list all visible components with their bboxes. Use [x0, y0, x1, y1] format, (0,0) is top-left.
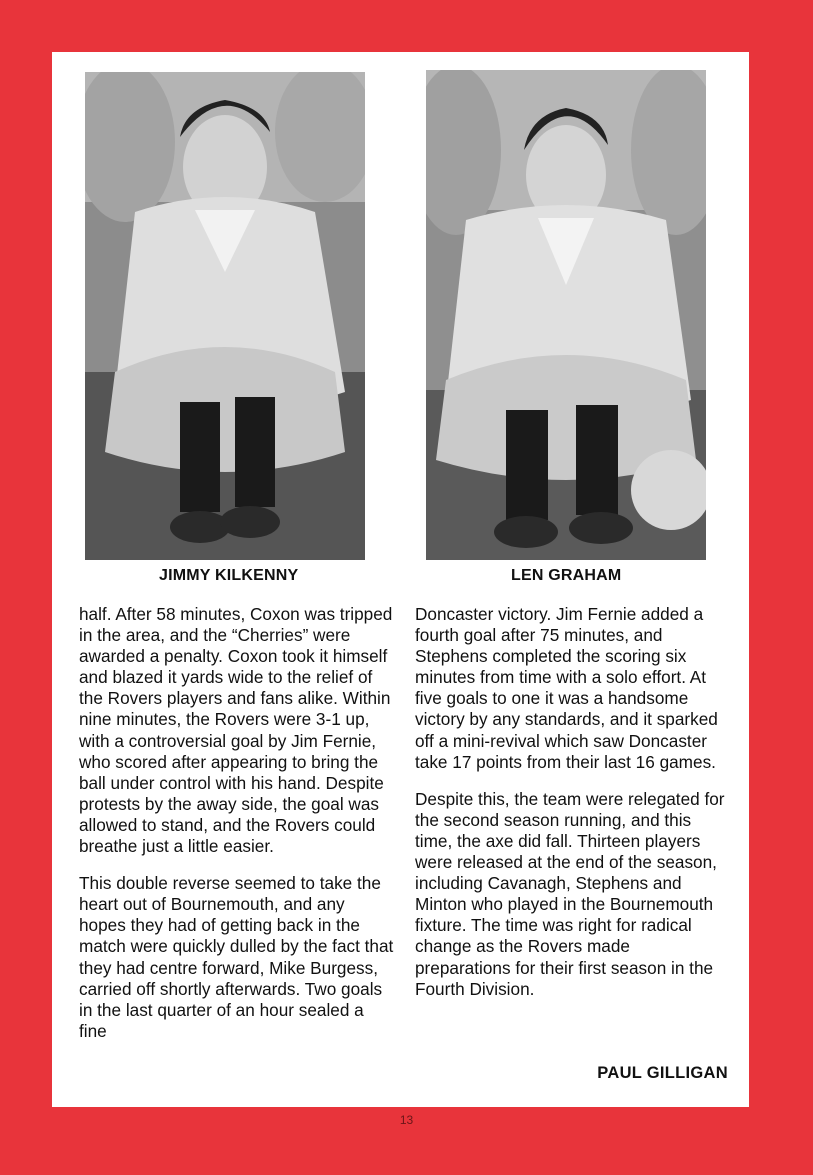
- article-paragraph: This double reverse seemed to take the heart out of Bournemouth, and any hopes they had of getting back in the match were quickly dulled by the fact that they had centre forward, Mike Burgess, carried off shortly afterwards. Two goals in the last quarter of an hour sealed a fine: [79, 873, 394, 1041]
- article-paragraph: Doncaster victory. Jim Fernie added a fourth goal after 75 minutes, and Stephens completed the scoring six minutes from time with a solo effort. At five goals to one it was a handsome victory by any standards, and it sparked off a mini-revival which saw Doncaster take 17 points from their last 16 games.: [415, 604, 718, 772]
- photo-caption-left: JIMMY KILKENNY: [159, 567, 299, 584]
- article-column-left: [79, 604, 394, 1058]
- article-column-right: [415, 604, 730, 1016]
- photo-caption-right: LEN GRAHAM: [511, 567, 622, 584]
- player-photo-graham: [426, 70, 706, 560]
- player-photo-kilkenny: [85, 72, 365, 560]
- page-sheet: [52, 52, 749, 1107]
- article-paragraph: half. After 58 minutes, Coxon was tripped in the area, and the “Cherries” were awarded a penalty. Coxon took it himself and blazed it yards wide to the relief of the Rovers players and fans alike. Within nine minutes, the Rovers were 3-1 up, with a controversial goal by Jim Fernie, who scored after appearing to bring the ball under control with his hand. Despite protests by the away side, the goal was allowed to stand, and the Rovers could breathe just a little easier.: [79, 604, 393, 857]
- author-byline: PAUL GILLIGAN: [597, 1064, 728, 1082]
- page-number: 13: [399, 1113, 414, 1127]
- article-paragraph: Despite this, the team were relegated for the second season running, and this time, the axe did fall. Thirteen players were released at the end of the season, including Cavanagh, Stephens and Minton who played in the Bournemouth fixture. The time was right for radical change as the Rovers made preparations for their first season in the Fourth Division.: [415, 788, 725, 999]
